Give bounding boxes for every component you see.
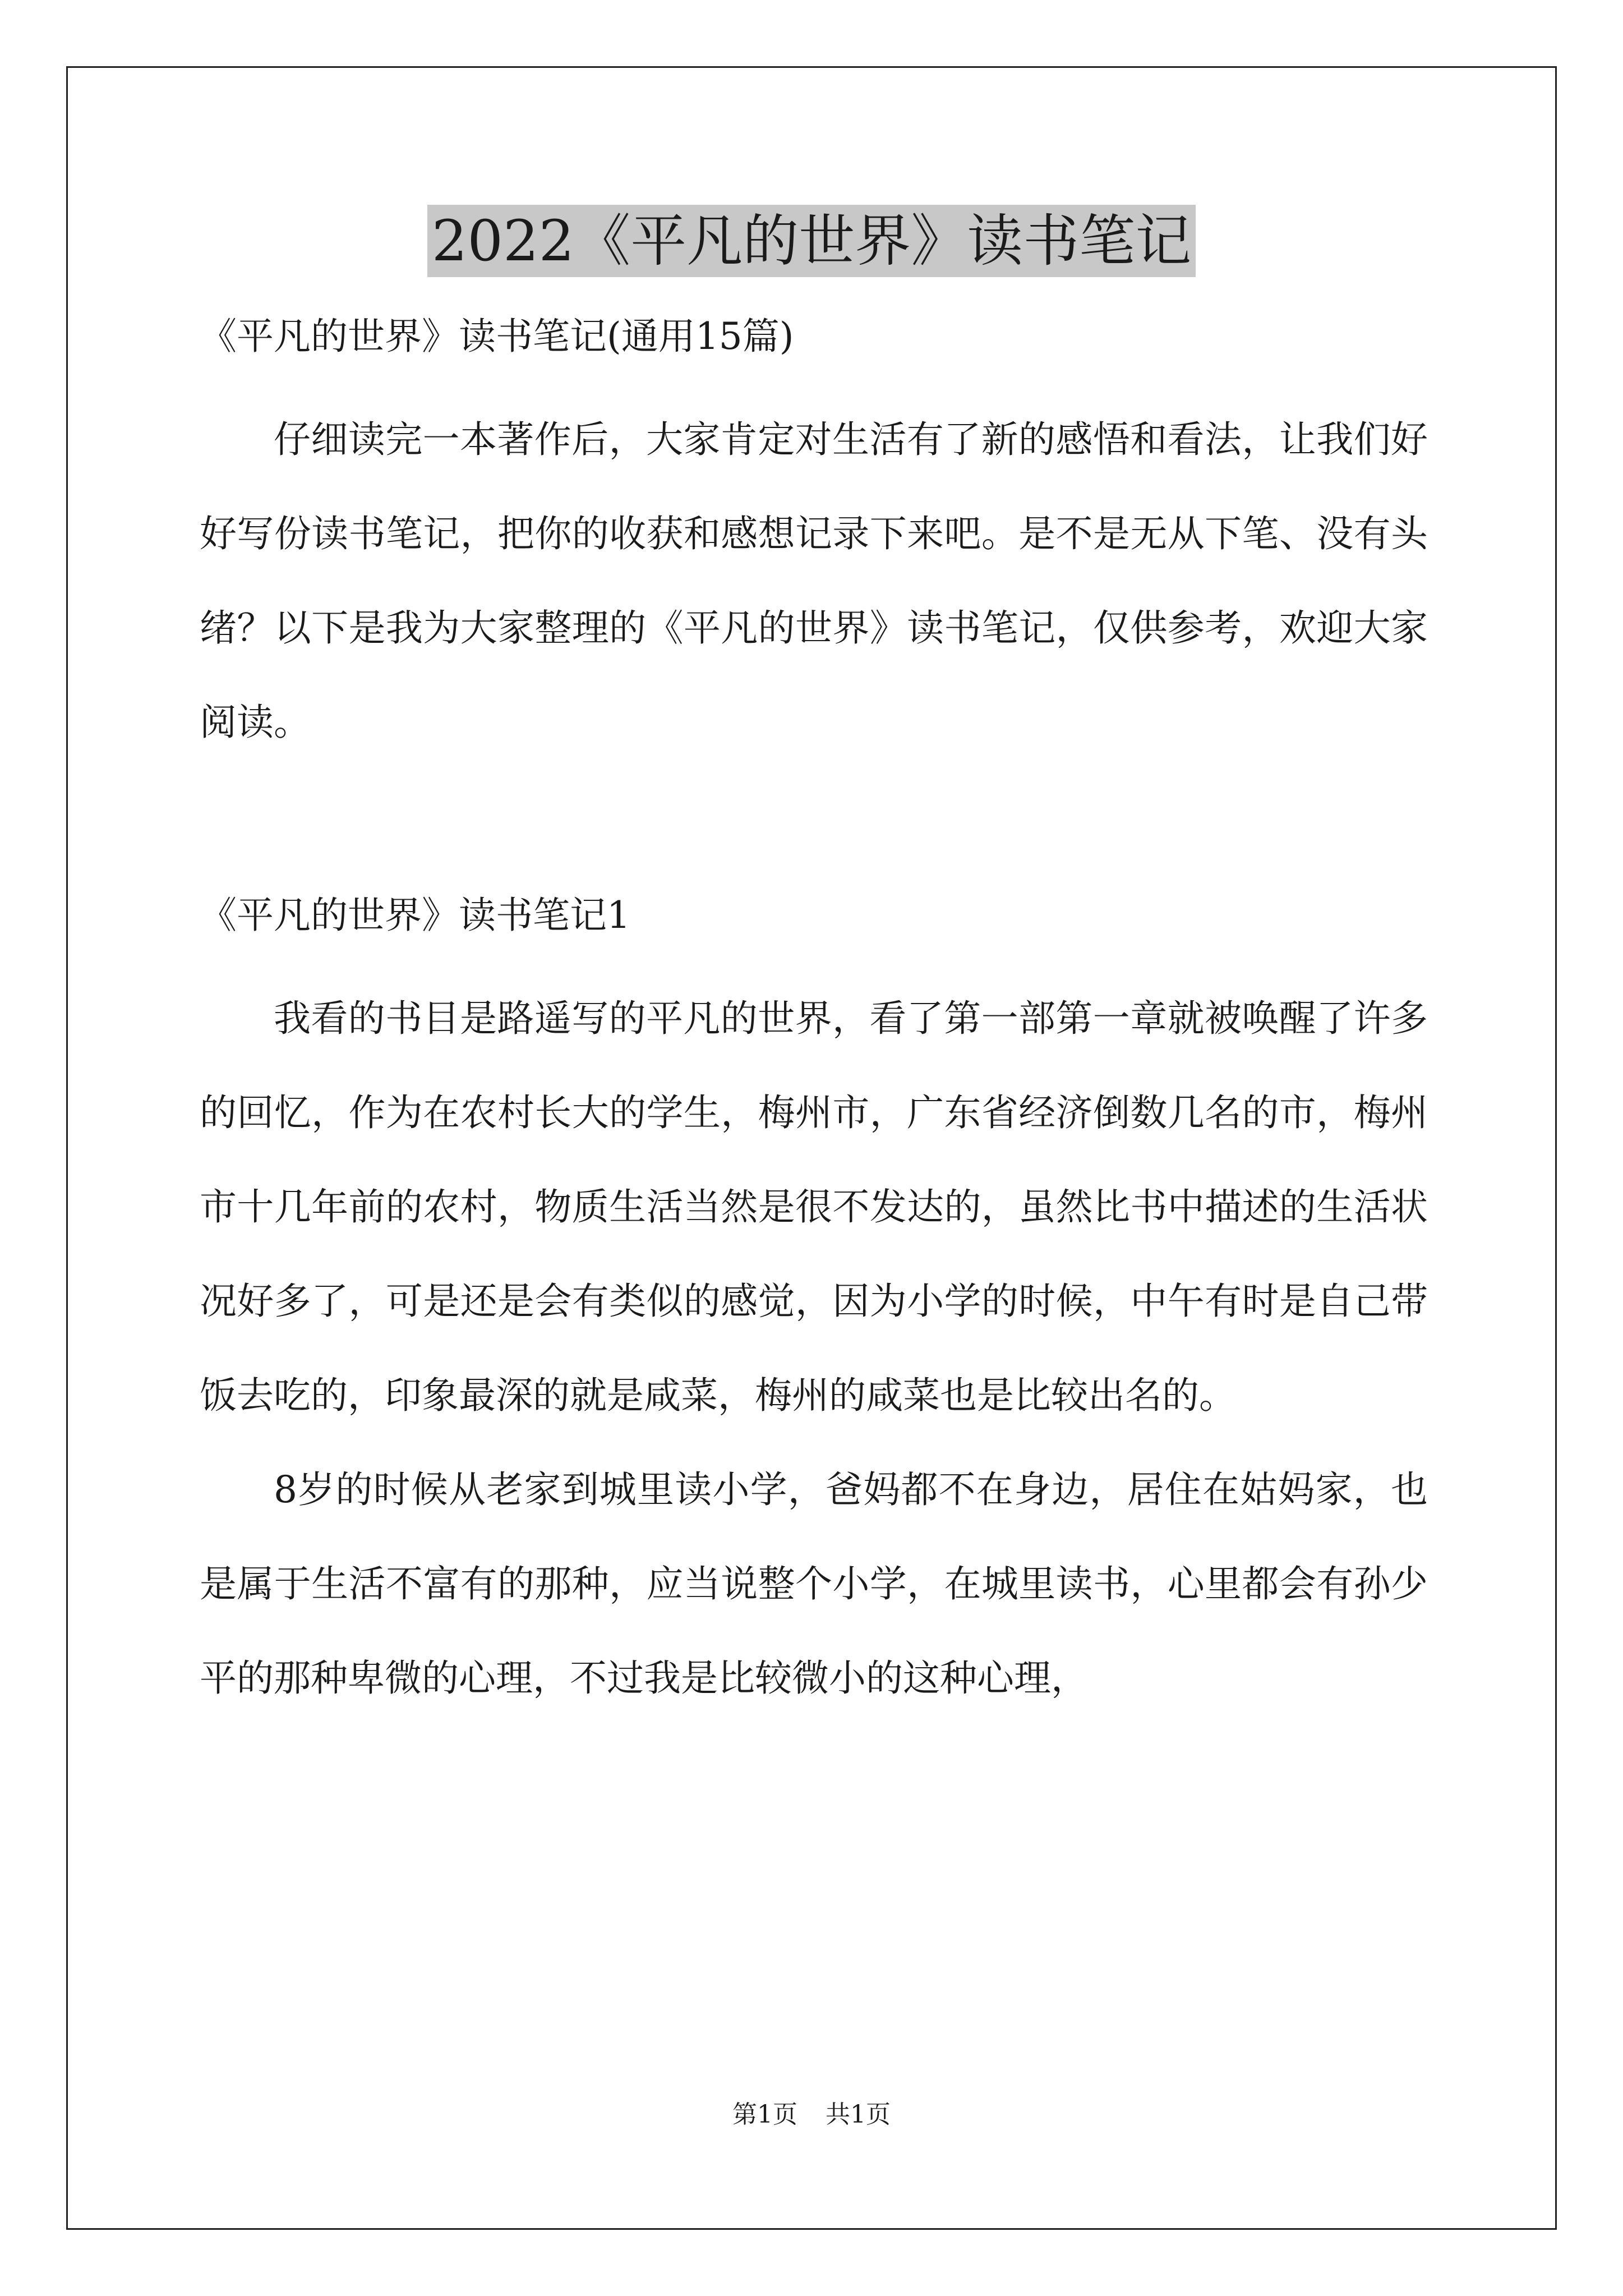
section-heading: 《平凡的世界》读书笔记1 bbox=[200, 894, 630, 937]
document-title-text: 2022《平凡的世界》读书笔记 bbox=[427, 205, 1196, 277]
page-number: 第1页 bbox=[732, 2100, 797, 2129]
body-paragraph: 我看的书目是路遥写的平凡的世界，看了第一部第一章就被唤醒了许多的回忆，作为在农村长大的学生，梅州市，广东省经济倒数几名的市，梅州市十几年前的农村，物质生活当然是很不发达的，虽然比书中描述的生活状况好多了，可是还是会有类似的感觉，因为小学的时候，中午有时是自己带饭去吃的，印象最深的就是咸菜，梅州的咸菜也是比较出名的。 bbox=[200, 997, 1428, 1417]
document-title bbox=[0, 202, 1623, 280]
body-paragraph: 8岁的时候从老家到城里读小学，爸妈都不在身边，居住在姑妈家，也是属于生活不富有的那种，应当说整个小学，在城里读书，心里都会有孙少平的那种卑微的心理，不过我是比较微小的这种心理， bbox=[200, 1468, 1428, 1700]
document-subtitle: 《平凡的世界》读书笔记(通用15篇) bbox=[200, 315, 794, 358]
page-total: 共1页 bbox=[826, 2100, 891, 2129]
intro-paragraph: 仔细读完一本著作后，大家肯定对生活有了新的感悟和看法，让我们好好写份读书笔记，把你的收获和感想记录下来吧。是不是无从下笔、没有头绪？以下是我为大家整理的《平凡的世界》读书笔记，仅供参考，欢迎大家阅读。 bbox=[200, 418, 1428, 744]
document-body bbox=[200, 303, 1428, 1726]
page-footer bbox=[0, 2098, 1623, 2132]
